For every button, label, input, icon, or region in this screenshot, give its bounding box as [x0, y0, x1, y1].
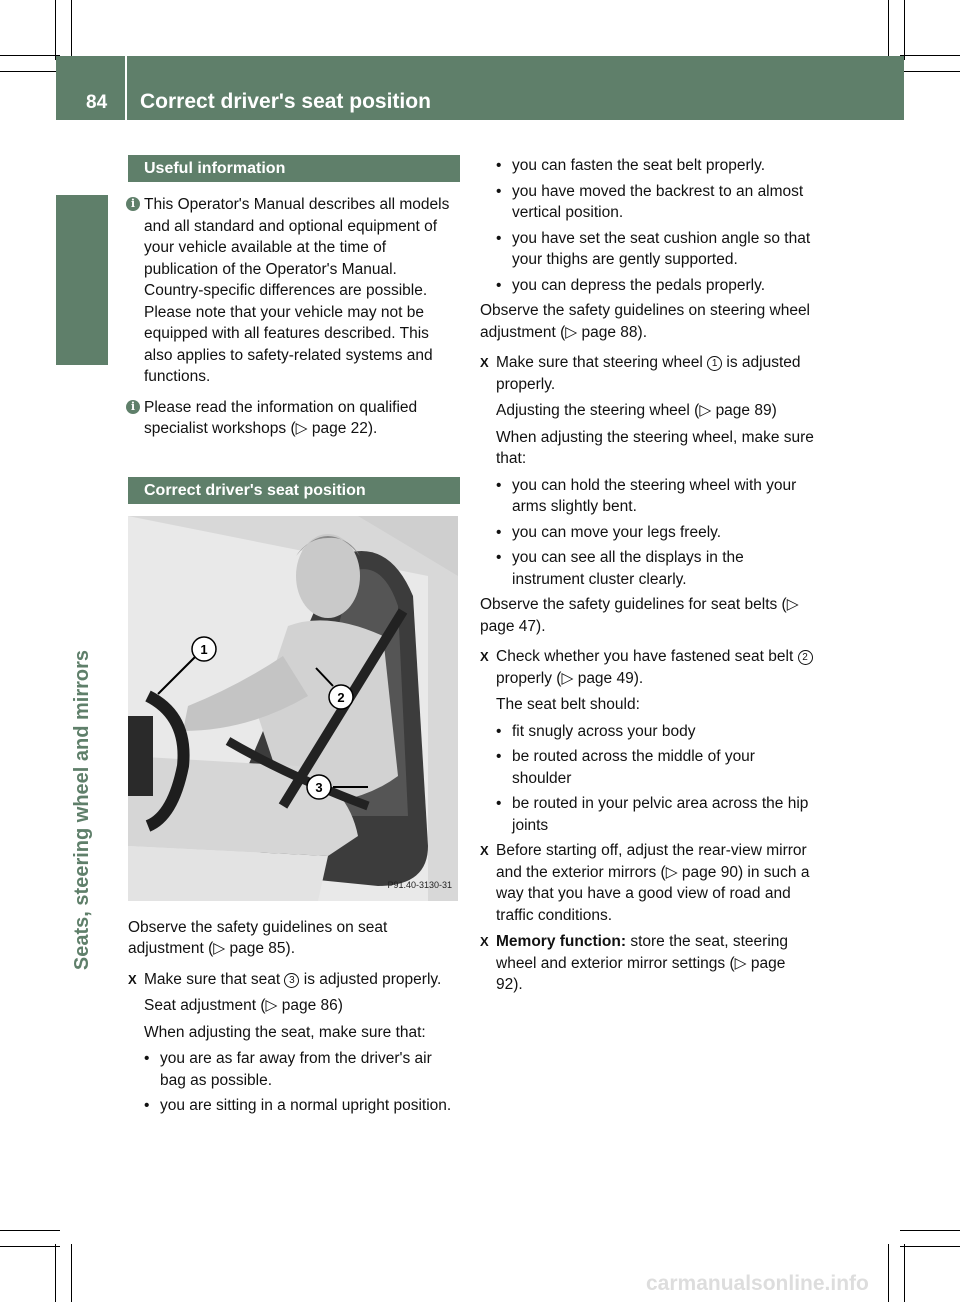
list-item: [496, 547, 815, 590]
step-seat: [128, 969, 460, 991]
list-item-text: you are as far away from the driver's air bag as possible.: [160, 1050, 432, 1089]
info-note: [128, 397, 460, 440]
belt-should-text: The seat belt should:: [496, 696, 640, 713]
callout-label: 3: [315, 779, 323, 795]
crop-mark: [71, 0, 72, 60]
list-item: [496, 721, 815, 743]
seat-intro: Observe the safety guidelines on seat adjustment (▷ page 85).: [128, 918, 388, 957]
seat-illustration-svg: [128, 516, 458, 901]
step-marker-icon: X: [480, 355, 489, 370]
page-number: 84: [86, 92, 108, 113]
seat-bullets-b: [480, 155, 815, 296]
step-marker-icon: X: [480, 649, 489, 664]
belt-bullets: [480, 721, 815, 837]
seat-bullets-a: [128, 1048, 460, 1117]
crop-mark: [0, 55, 60, 56]
list-item: [496, 746, 815, 789]
step-marker-icon: X: [128, 971, 137, 987]
page-title: Correct driver's seat position: [140, 90, 431, 113]
figure-code: P91.40-3130-31: [387, 880, 452, 890]
list-item-text: you have set the seat cushion angle so that your thighs are gently supported.: [512, 229, 811, 268]
list-item-text: be routed across the middle of your shoulder: [512, 748, 755, 787]
bullet-icon: •: [496, 795, 502, 812]
crop-mark: [888, 0, 889, 60]
step-text: is adjusted properly.: [496, 354, 801, 393]
section-heading-seat-position: Correct driver's seat position: [128, 477, 460, 504]
bullet-icon: •: [496, 157, 502, 174]
list-item-text: you are sitting in a normal upright position.: [160, 1097, 452, 1114]
seat-position-illustration: [128, 516, 458, 901]
list-item: [496, 181, 815, 224]
crop-mark: [71, 1244, 72, 1302]
info-icon: i: [126, 197, 140, 211]
step-marker-icon: X: [480, 934, 489, 949]
crop-mark: [55, 1244, 56, 1302]
seat-when-text: When adjusting the seat, make sure that:: [144, 1023, 426, 1041]
step-steering: [480, 352, 815, 395]
bullet-icon: •: [496, 748, 502, 765]
callout-label: 1: [200, 641, 208, 657]
callout-label: 2: [337, 689, 345, 705]
list-item-text: you can depress the pedals properly.: [512, 276, 766, 294]
info-note: [128, 194, 460, 388]
crop-mark: [900, 1246, 960, 1247]
step-text: is adjusted properly.: [299, 970, 442, 988]
crop-mark: [0, 1230, 60, 1231]
list-item-text: you can move your legs freely.: [512, 523, 722, 541]
callout-3: [307, 775, 331, 799]
callout-1: [192, 637, 216, 661]
crop-mark: [0, 71, 60, 72]
step-text: Before starting off, adjust the rear-view mirror and the exterior mirrors (▷ page 90) in such a way that you have a good view of road and traffic conditions.: [496, 842, 810, 924]
step-text: Make sure that seat: [144, 970, 285, 988]
bullet-icon: •: [496, 722, 502, 740]
header-divider: [125, 56, 127, 120]
list-item-text: you can hold the steering wheel with your arms slightly bent.: [512, 476, 797, 515]
list-item: [496, 522, 815, 544]
number-1-icon: 1: [707, 356, 722, 371]
list-item: [496, 275, 815, 297]
list-item: [496, 155, 815, 177]
chapter-tab: [56, 195, 108, 365]
memory-function-label: Memory function:: [496, 933, 627, 950]
list-item: [144, 1095, 460, 1117]
steering-bullets: [480, 475, 815, 591]
step-text: Make sure that steering wheel: [496, 354, 708, 371]
crop-mark: [900, 1230, 960, 1231]
belt-intro: Observe the safety guidelines for seat belts (▷ page 47).: [480, 596, 799, 635]
step-text: store the seat, steering wheel and exterior mirror settings (▷ page 92).: [496, 933, 789, 993]
bullet-icon: •: [496, 549, 502, 566]
list-item-text: you have moved the backrest to an almost vertical position.: [512, 182, 804, 221]
callout-2: [329, 685, 353, 709]
bullet-icon: •: [496, 523, 502, 541]
list-item-text: be routed in your pelvic area across the hip joints: [512, 795, 809, 834]
step-belt: [480, 646, 815, 689]
info-note-text: Please read the information on qualified specialist workshops (▷ page 22).: [144, 398, 418, 437]
list-item-text: you can fasten the seat belt properly.: [512, 157, 766, 174]
steering-intro: Observe the safety guidelines on steering wheel adjustment (▷ page 88).: [480, 302, 811, 341]
bullet-icon: •: [496, 182, 502, 200]
crop-mark: [900, 71, 960, 72]
crop-mark: [55, 0, 56, 60]
step-text: Check whether you have fastened seat belt: [496, 648, 798, 665]
step-marker-icon: X: [480, 843, 489, 858]
bullet-icon: •: [496, 476, 502, 494]
step-memory: [480, 931, 815, 996]
list-item: [496, 793, 815, 836]
seat-adjustment-ref: Seat adjustment (▷ page 86): [144, 997, 343, 1014]
crop-mark: [904, 1244, 905, 1302]
list-item: [496, 228, 815, 271]
steering-ref: Adjusting the steering wheel (▷ page 89): [496, 402, 777, 419]
bullet-icon: •: [144, 1050, 150, 1067]
steering-when-text: When adjusting the steering wheel, make sure that:: [496, 428, 814, 467]
crop-mark: [0, 1246, 60, 1247]
crop-mark: [904, 0, 905, 60]
step-text: properly (▷ page 49).: [496, 669, 644, 687]
bullet-icon: •: [496, 276, 502, 294]
list-item: [144, 1048, 460, 1091]
step-mirrors: [480, 840, 815, 926]
list-item: [496, 475, 815, 518]
left-column: [128, 155, 460, 1121]
bullet-icon: •: [496, 229, 502, 247]
crop-mark: [900, 55, 960, 56]
info-note-text: This Operator's Manual describes all models and all standard and optional equipment of your vehicle available at the time of publication of the Operator's Manual. Country-specific differences are possible. Please note that your vehicle may not be equipped with all features described. This also applies to safety-related systems and functions.: [144, 196, 450, 385]
section-heading-useful-info: Useful information: [128, 155, 460, 182]
crop-mark: [888, 1244, 889, 1302]
info-icon: i: [126, 400, 140, 414]
list-item-text: fit snugly across your body: [512, 722, 696, 740]
bullet-icon: •: [144, 1097, 150, 1114]
chapter-title: Seats, steering wheel and mirrors: [71, 649, 93, 971]
right-column: [480, 155, 815, 1001]
list-item-text: you can see all the displays in the instrument cluster clearly.: [512, 549, 744, 588]
watermark: carmanualsonline.info: [646, 1272, 869, 1295]
number-3-icon: 3: [284, 973, 299, 988]
number-2-icon: 2: [798, 650, 813, 665]
